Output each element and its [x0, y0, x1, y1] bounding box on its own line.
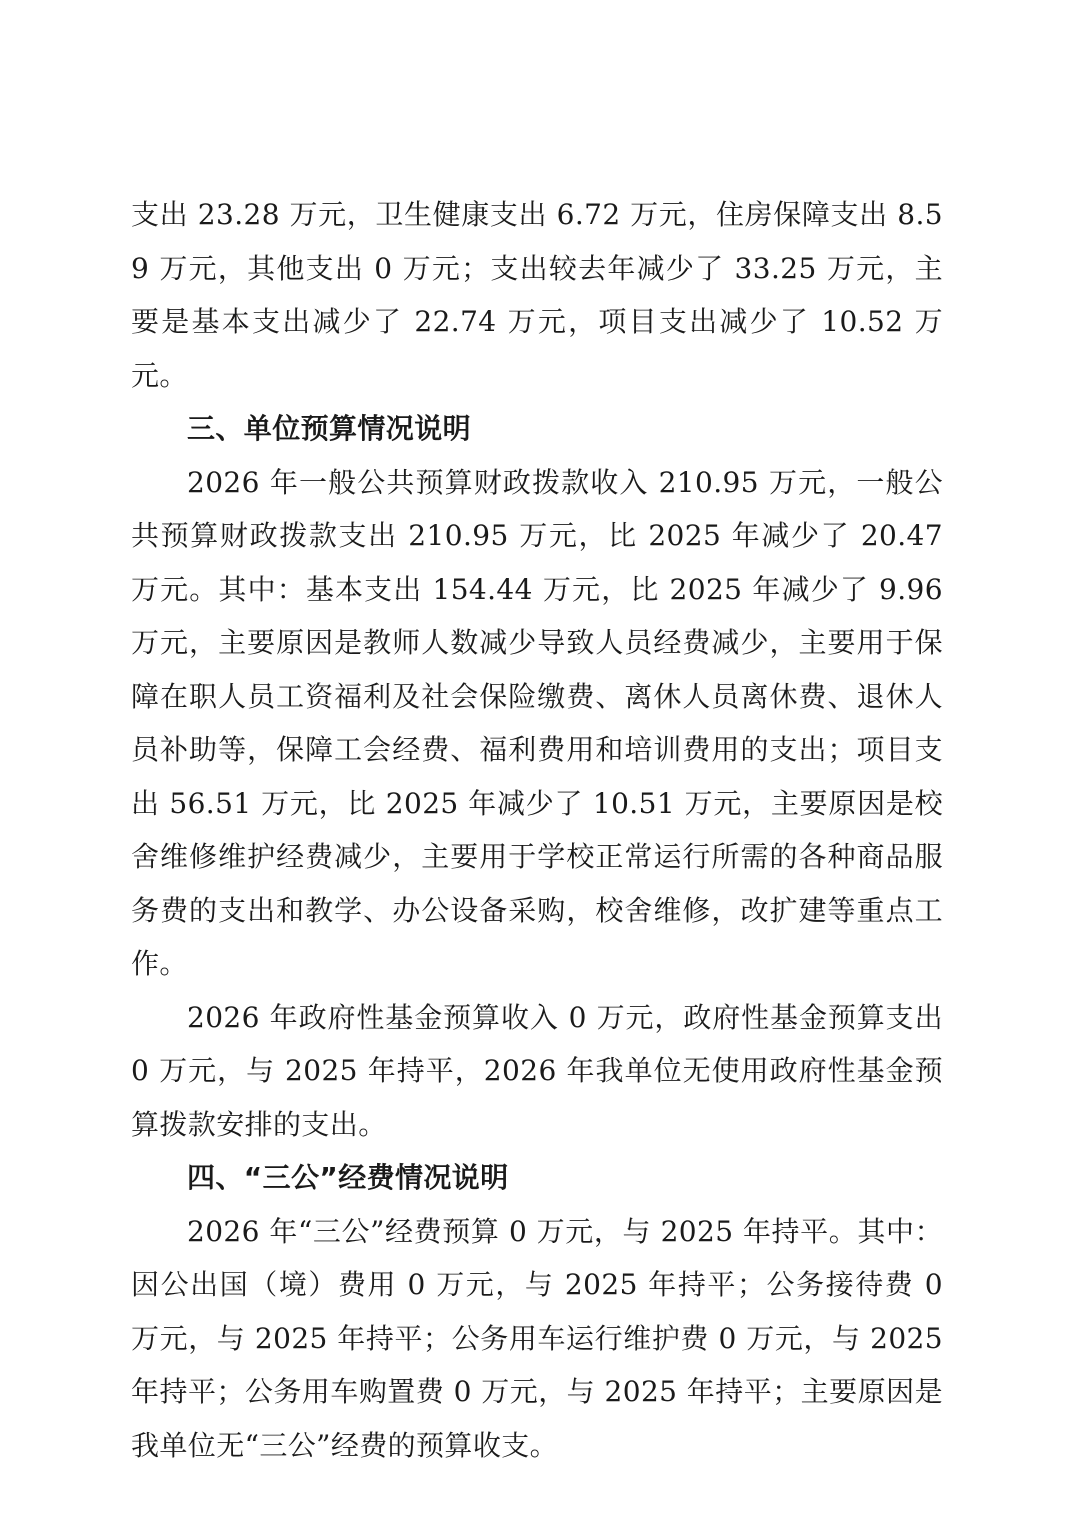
paragraph-general-public-budget: 2026 年一般公共预算财政拨款收入 210.95 万元，一般公共预算财政拨款支出 210.95 万元，比 2025 年减少了 20.47 万元。其中：基本支出 154.44 万元，比 2025 年减少了 9.96 万元，主要原因是教师人数减少导致人员经费减少，主要用于保障在职人员工资福利及社会保险缴费、离休人员离休费、退休人员补助等，保障工会经费、福利费用和培训费用的支出；项目支出 56.51 万元，比 2025 年减少了 10.51 万元，主要原因是校舍维修维护经费减少，主要用于学校正常运行所需的各种商品服务费的支出和教学、办公设备采购，校舍维修，改扩建等重点工作。: [131, 465, 943, 980]
document-body: [131, 188, 943, 1472]
paragraph-expenditure-continuation: 支出 23.28 万元，卫生健康支出 6.72 万元，住房保障支出 8.59 万元，其他支出 0 万元；支出较去年减少了 33.25 万元，主要是基本支出减少了 22.74 万元，项目支出减少了 10.52 万元。: [131, 198, 943, 392]
paragraph-three-public-expenses: 2026 年“三公”经费预算 0 万元，与 2025 年持平。其中：因公出国（境）费用 0 万元，与 2025 年持平；公务接待费 0 万元，与 2025 年持平；公务用车运行维护费 0 万元，与 2025 年持平；公务用车购置费 0 万元，与 2025 年持平；主要原因是我单位无“三公”经费的预算收支。: [131, 1214, 943, 1462]
paragraph-government-fund-budget: 2026 年政府性基金预算收入 0 万元，政府性基金预算支出 0 万元，与 2025 年持平，2026 年我单位无使用政府性基金预算拨款安排的支出。: [131, 1000, 943, 1141]
section-heading-unit-budget: 三、单位预算情况说明: [187, 412, 472, 445]
section-heading-three-public-expenses: 四、“三公”经费情况说明: [187, 1161, 509, 1194]
